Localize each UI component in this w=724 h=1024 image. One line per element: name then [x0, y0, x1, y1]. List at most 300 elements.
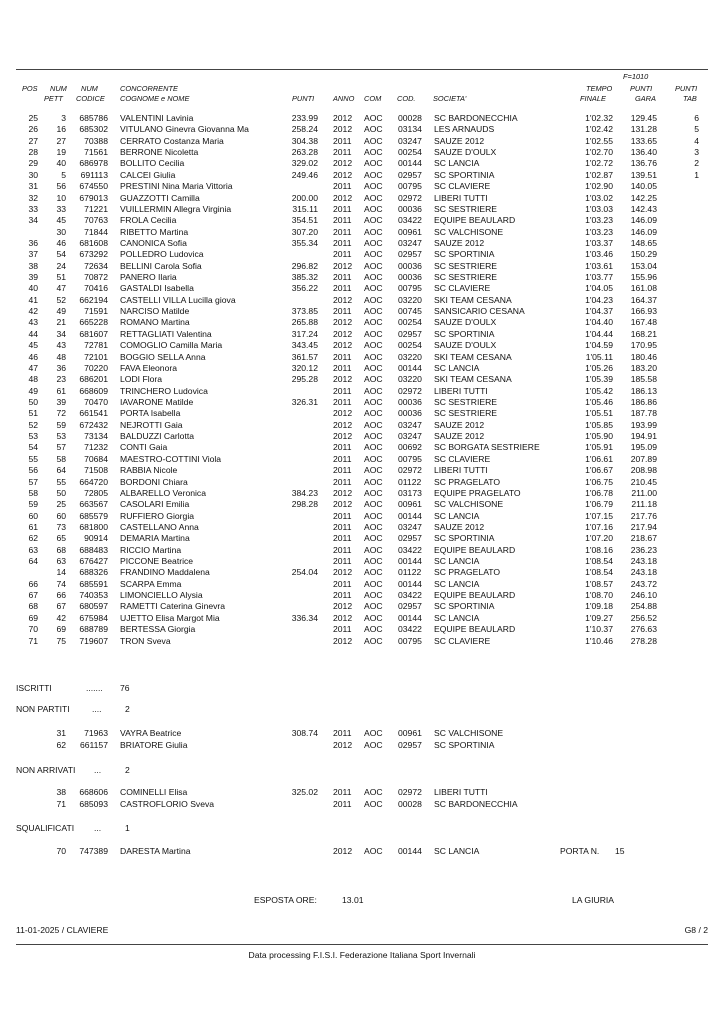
cell-com: AOC [364, 453, 383, 464]
table-row [0, 362, 724, 374]
cell-cod: 02957 [398, 740, 422, 750]
cell-tempo: 1'03.23 [585, 215, 613, 226]
cell-punti: 249.46 [291, 169, 318, 180]
cell-codice: 675984 [79, 612, 108, 623]
f-factor: F=1010 [623, 72, 649, 81]
cell-punti: 329.02 [291, 158, 318, 169]
cell-name: BOGGIO SELLA Anna [120, 351, 206, 362]
cell-tempo: 1'03.03 [585, 203, 613, 214]
cell-cod: 01122 [398, 476, 422, 487]
cell-pett: 25 [56, 499, 66, 510]
cell-com: AOC [364, 181, 383, 192]
table-row [0, 260, 724, 272]
cell-punti: 356.22 [291, 283, 318, 294]
cell-com: AOC [364, 215, 383, 226]
cell-societa: LIBERI TUTTI [434, 385, 488, 396]
cell-societa: LIBERI TUTTI [434, 465, 488, 476]
non-arrivati-label: NON ARRIVATI [16, 765, 76, 775]
cell-pett: 73 [56, 521, 66, 532]
cell-com: AOC [364, 203, 383, 214]
cell-com: AOC [364, 113, 383, 123]
header-pos: POS [22, 84, 38, 93]
cell-name: CASOLARI Emilia [120, 499, 190, 510]
header-anno: ANNO [333, 94, 355, 103]
cell-anno: 2011 [333, 385, 352, 396]
table-row [0, 226, 724, 238]
cell-societa: SAUZE 2012 [434, 135, 485, 146]
cell-pett: 40 [56, 158, 66, 169]
cell-punti: 326.31 [291, 397, 318, 407]
cell-codice: 71232 [84, 442, 108, 453]
cell-com: AOC [364, 124, 383, 135]
cell-societa: SAUZE 2012 [434, 521, 485, 532]
cell-pos: 53 [28, 431, 38, 442]
table-row [0, 498, 724, 510]
table-row [0, 316, 724, 328]
cell-codice: 681800 [79, 521, 108, 532]
cell-com: AOC [364, 567, 383, 578]
cell-pos: 39 [28, 272, 38, 283]
cell-cod: 00254 [398, 317, 422, 328]
cell-societa: SC SESTRIERE [434, 408, 498, 419]
cell-anno: 2012 [333, 408, 353, 419]
cell-com: AOC [364, 544, 383, 555]
cell-tempo: 1'03.23 [585, 226, 613, 237]
cell-tempo: 1'06.61 [585, 453, 613, 464]
cell-gara: 146.09 [630, 226, 657, 237]
cell-com: AOC [364, 397, 383, 407]
header-punti: PUNTI [292, 94, 315, 103]
cell-pett: 56 [56, 181, 66, 192]
cell-pos: 37 [28, 249, 38, 260]
cell-pos: 30 [28, 169, 38, 180]
cell-com: AOC [364, 601, 383, 612]
cell-codice: 70470 [84, 397, 108, 407]
non-partiti-label: NON PARTITI [16, 704, 70, 714]
cell-punti: 233.99 [291, 113, 318, 123]
cell-com: AOC [364, 431, 383, 442]
cell-pett: 27 [56, 135, 66, 146]
table-row [0, 510, 724, 522]
cell-gara: 166.93 [630, 306, 657, 317]
cell-anno: 2011 [333, 556, 352, 567]
cell-anno: 2011 [333, 521, 352, 532]
table-row [0, 237, 724, 249]
cell-name: DEMARIA Martina [120, 533, 190, 544]
cell-cod: 03247 [398, 419, 422, 430]
cell-tempo: 1'05.90 [585, 431, 613, 442]
cell-codice: 685591 [79, 578, 108, 589]
cell-punti: 317.24 [291, 328, 318, 339]
cell-com: AOC [364, 728, 383, 738]
cell-tempo: 1'06.75 [585, 476, 613, 487]
cell-anno: 2012 [333, 740, 353, 750]
cell-anno: 2012 [333, 260, 353, 271]
cell-anno: 2011 [333, 397, 352, 407]
cell-name: CASTROFLORIO Sveva [120, 799, 215, 809]
cell-gara: 218.67 [630, 533, 657, 544]
cell-anno: 2012 [333, 419, 353, 430]
table-row [0, 294, 724, 306]
cell-codice: 665228 [79, 317, 108, 328]
cell-com: AOC [364, 192, 383, 203]
cell-punti: 296.82 [291, 260, 318, 271]
cell-tempo: 1'08.54 [585, 556, 613, 567]
cell-societa: SC SESTRIERE [434, 397, 498, 407]
list-item [0, 727, 724, 739]
cell-anno: 2011 [333, 624, 352, 635]
cell-pos: 31 [28, 181, 38, 192]
cell-gara: 140.05 [630, 181, 657, 192]
cell-societa: SC SPORTINIA [434, 249, 495, 260]
cell-pos: 38 [28, 260, 38, 271]
cell-name: ROMANO Martina [120, 317, 190, 328]
cell-tempo: 1'09.18 [585, 601, 613, 612]
cell-societa: SC VALCHISONE [434, 728, 504, 738]
cell-tempo: 1'04.59 [585, 340, 613, 351]
cell-cod: 03247 [398, 135, 422, 146]
cell-anno: 2011 [333, 453, 352, 464]
cell-name: BALDUZZI Carlotta [120, 431, 195, 442]
non-partiti-count: 2 [125, 704, 130, 714]
cell-societa: SC SESTRIERE [434, 272, 498, 283]
cell-cod: 03422 [398, 215, 422, 226]
cell-codice: 719607 [79, 635, 108, 646]
disqualification-gate: 15 [615, 846, 625, 856]
cell-tempo: 1'02.55 [585, 135, 613, 146]
footer-credit: Data processing F.I.S.I. Federazione Italiana Sport Invernali [248, 950, 476, 960]
cell-pett: 71 [56, 799, 66, 809]
cell-anno: 2012 [333, 294, 353, 305]
cell-com: AOC [364, 283, 383, 294]
squalificati-label: SQUALIFICATI [16, 823, 75, 833]
cell-pett: 10 [56, 192, 66, 203]
table-row [0, 464, 724, 476]
cell-pett: 64 [56, 465, 66, 476]
cell-cod: 00144 [398, 158, 422, 169]
cell-gara: 194.91 [630, 431, 657, 442]
table-row [0, 544, 724, 556]
cell-gara: 155.96 [630, 272, 657, 283]
cell-cod: 02972 [398, 192, 422, 203]
cell-pett: 68 [56, 544, 66, 555]
cell-gara: 256.52 [630, 612, 657, 623]
cell-name: RETTAGLIATI Valentina [120, 328, 212, 339]
cell-pos: 62 [28, 533, 38, 544]
cell-codice: 681608 [79, 237, 108, 248]
cell-codice: 71561 [84, 147, 108, 158]
cell-punti: 361.57 [291, 351, 318, 362]
cell-com: AOC [364, 385, 383, 396]
cell-tab: 6 [694, 113, 699, 123]
cell-codice: 691113 [80, 169, 108, 180]
cell-gara: 153.04 [630, 260, 657, 271]
cell-gara: 211.00 [631, 487, 657, 498]
cell-anno: 2011 [333, 237, 352, 248]
cell-com: AOC [364, 340, 383, 351]
list-item [0, 739, 724, 751]
cell-codice: 71221 [84, 203, 108, 214]
cell-pos: 63 [28, 544, 38, 555]
cell-codice: 685786 [79, 113, 108, 123]
table-row [0, 589, 724, 601]
cell-anno: 2012 [333, 192, 353, 203]
cell-com: AOC [364, 272, 383, 283]
cell-punti: 298.28 [291, 499, 318, 510]
cell-pett: 74 [56, 578, 66, 589]
cell-pett: 3 [61, 113, 66, 123]
cell-societa: LIBERI TUTTI [434, 192, 488, 203]
cell-com: AOC [364, 294, 383, 305]
cell-com: AOC [364, 260, 383, 271]
cell-tempo: 1'08.54 [585, 567, 613, 578]
cell-cod: 00254 [398, 147, 422, 158]
cell-punti: 336.34 [291, 612, 318, 623]
cell-punti: 315.11 [292, 203, 318, 214]
footer-date-place: 11-01-2025 / CLAVIERE [16, 925, 109, 935]
cell-name: VITULANO Ginevra Giovanna Ma [120, 124, 249, 135]
cell-punti: 320.12 [291, 362, 318, 373]
cell-pett: 52 [56, 294, 66, 305]
cell-anno: 2012 [333, 487, 353, 498]
cell-punti: 385.32 [291, 272, 318, 283]
cell-anno: 2012 [333, 846, 353, 856]
cell-societa: EQUIPE BEAULARD [434, 215, 516, 226]
cell-codice: 686201 [79, 374, 108, 385]
non-arrivati-count: 2 [125, 765, 130, 775]
cell-codice: 661541 [79, 408, 108, 419]
cell-pett: 50 [56, 487, 66, 498]
cell-pos: 59 [28, 499, 38, 510]
cell-cod: 00028 [398, 799, 422, 809]
cell-anno: 2011 [333, 510, 352, 521]
cell-punti: 308.74 [291, 728, 318, 738]
cell-gara: 217.76 [630, 510, 657, 521]
cell-gara: 211.18 [631, 499, 657, 510]
cell-cod: 03422 [398, 544, 422, 555]
cell-cod: 02972 [398, 385, 422, 396]
cell-societa: SKI TEAM CESANA [434, 294, 512, 305]
header-tab: TAB [683, 94, 697, 103]
cell-gara: 150.29 [630, 249, 657, 260]
list-item [0, 786, 724, 798]
cell-com: AOC [364, 787, 383, 797]
table-row [0, 532, 724, 544]
cell-cod: 00036 [398, 203, 422, 214]
cell-societa: LIBERI TUTTI [434, 787, 488, 797]
cell-pett: 38 [56, 787, 66, 797]
table-row [0, 453, 724, 465]
table-row [0, 373, 724, 385]
cell-pos: 60 [28, 510, 38, 521]
cell-com: AOC [364, 499, 383, 510]
table-row [0, 214, 724, 226]
cell-cod: 03220 [398, 374, 422, 385]
cell-cod: 02957 [398, 249, 422, 260]
cell-anno: 2011 [333, 728, 352, 738]
cell-anno: 2012 [333, 431, 353, 442]
cell-name: FROLA Cecilia [120, 215, 177, 226]
cell-cod: 00144 [398, 556, 422, 567]
cell-societa: SC CLAVIERE [434, 453, 491, 464]
cell-pos: 41 [28, 294, 38, 305]
iscritti-dots: ....... [86, 683, 103, 693]
cell-pos: 64 [28, 556, 38, 567]
cell-pett: 19 [56, 147, 66, 158]
cell-tempo: 1'07.16 [585, 521, 613, 532]
cell-anno: 2011 [333, 226, 352, 237]
cell-cod: 00144 [398, 578, 422, 589]
cell-pett: 43 [56, 340, 66, 351]
cell-punti: 384.23 [291, 487, 318, 498]
cell-name: FRANDINO Maddalena [120, 567, 210, 578]
cell-pett: 75 [56, 635, 66, 646]
cell-pos: 52 [28, 419, 38, 430]
cell-societa: SC CLAVIERE [434, 635, 491, 646]
cell-anno: 2011 [333, 306, 352, 317]
table-row [0, 248, 724, 260]
cell-cod: 00036 [398, 260, 422, 271]
cell-codice: 672432 [79, 419, 108, 430]
cell-tempo: 1'03.37 [585, 237, 613, 248]
cell-cod: 00144 [398, 846, 422, 856]
table-row [0, 135, 724, 147]
cell-name: CONTI Gaia [120, 442, 168, 453]
cell-cod: 03422 [398, 590, 422, 601]
cell-anno: 2012 [333, 635, 353, 646]
cell-anno: 2011 [333, 147, 352, 158]
cell-com: AOC [364, 578, 383, 589]
cell-name: CASTELLANO Anna [120, 521, 199, 532]
footer-divider [16, 944, 708, 945]
cell-name: BORDONI Chiara [120, 476, 188, 487]
cell-gara: 139.51 [630, 169, 657, 180]
cell-anno: 2011 [333, 362, 352, 373]
table-row [0, 407, 724, 419]
cell-com: AOC [364, 846, 383, 856]
list-item [0, 845, 724, 857]
cell-gara: 195.09 [630, 442, 657, 453]
cell-codice: 688789 [79, 624, 108, 635]
cell-societa: SC SPORTINIA [434, 533, 495, 544]
cell-gara: 210.45 [630, 476, 657, 487]
cell-anno: 2011 [333, 351, 352, 362]
cell-gara: 161.08 [630, 283, 657, 294]
cell-name: VAYRA Beatrice [120, 728, 182, 738]
cell-societa: SC LANCIA [434, 578, 480, 589]
cell-codice: 685579 [79, 510, 108, 521]
cell-pett: 45 [56, 215, 66, 226]
cell-pett: 42 [56, 612, 66, 623]
cell-codice: 676427 [79, 556, 108, 567]
cell-cod: 00144 [398, 510, 422, 521]
header-punti-gara: PUNTI [630, 84, 653, 93]
cell-cod: 02957 [398, 328, 422, 339]
cell-name: BELLINI Carola Sofia [120, 260, 202, 271]
cell-punti: 354.51 [291, 215, 318, 226]
cell-pett: 33 [56, 203, 66, 214]
cell-com: AOC [364, 740, 383, 750]
cell-name: CANONICA Sofia [120, 237, 187, 248]
cell-com: AOC [364, 362, 383, 373]
cell-anno: 2012 [333, 317, 353, 328]
table-row [0, 600, 724, 612]
cell-gara: 207.89 [630, 453, 657, 464]
cell-name: LIMONCIELLO Alysia [120, 590, 203, 601]
cell-pett: 30 [56, 226, 66, 237]
cell-com: AOC [364, 510, 383, 521]
cell-anno: 2011 [333, 590, 352, 601]
cell-name: UJETTO Elisa Margot Mia [120, 612, 220, 623]
cell-societa: SC LANCIA [434, 612, 480, 623]
cell-cod: 03220 [398, 351, 422, 362]
cell-name: BERTESSA Giorgia [120, 624, 196, 635]
cell-gara: 170.95 [630, 340, 657, 351]
cell-tempo: 1'06.67 [585, 465, 613, 476]
cell-pett: 62 [56, 740, 66, 750]
table-row [0, 157, 724, 169]
cell-anno: 2011 [333, 465, 352, 476]
cell-pos: 57 [28, 476, 38, 487]
cell-tempo: 1'05.39 [585, 374, 613, 385]
cell-pett: 14 [56, 567, 66, 578]
esposta-label: ESPOSTA ORE: [254, 895, 317, 905]
cell-societa: SAUZE 2012 [434, 237, 485, 248]
cell-com: AOC [364, 476, 383, 487]
cell-codice: 70872 [84, 272, 108, 283]
cell-anno: 2012 [333, 499, 353, 510]
cell-name: PANERO Ilaria [120, 272, 177, 283]
cell-tempo: 1'06.78 [585, 487, 613, 498]
cell-anno: 2011 [333, 181, 352, 192]
cell-pos: 51 [28, 408, 38, 419]
cell-cod: 02957 [398, 601, 422, 612]
squalificati-line [16, 823, 130, 833]
squalificati-dots: ... [94, 823, 102, 833]
cell-punti: 355.34 [291, 237, 318, 248]
cell-name: ALBARELLO Veronica [120, 487, 206, 498]
cell-pett: 5 [61, 169, 66, 180]
cell-pos: 28 [28, 147, 38, 158]
cell-codice: 70763 [84, 215, 108, 226]
cell-anno: 2011 [333, 787, 352, 797]
table-row [0, 623, 724, 635]
cell-anno: 2011 [333, 249, 352, 260]
cell-punti: 307.20 [291, 226, 318, 237]
cell-cod: 00961 [398, 499, 422, 510]
cell-anno: 2011 [333, 533, 352, 544]
cell-com: AOC [364, 135, 383, 146]
cell-tempo: 1'02.32 [585, 113, 613, 123]
header-top-divider [16, 69, 708, 70]
cell-punti: 304.38 [291, 135, 318, 146]
cell-codice: 681607 [79, 328, 108, 339]
header-cod: COD. [397, 94, 416, 103]
cell-anno: 2012 [333, 113, 353, 123]
cell-pos: 40 [28, 283, 38, 294]
giuria-label: LA GIURIA [572, 895, 615, 905]
cell-com: AOC [364, 226, 383, 237]
cell-com: AOC [364, 237, 383, 248]
cell-name: BERRONE Nicoletta [120, 147, 199, 158]
cell-cod: 03247 [398, 431, 422, 442]
table-row [0, 612, 724, 624]
cell-pos: 55 [28, 453, 38, 464]
header-gara: GARA [635, 94, 656, 103]
cell-tab: 1 [694, 169, 699, 180]
cell-codice: 70220 [84, 362, 108, 373]
cell-tempo: 1'05.11 [585, 351, 613, 362]
